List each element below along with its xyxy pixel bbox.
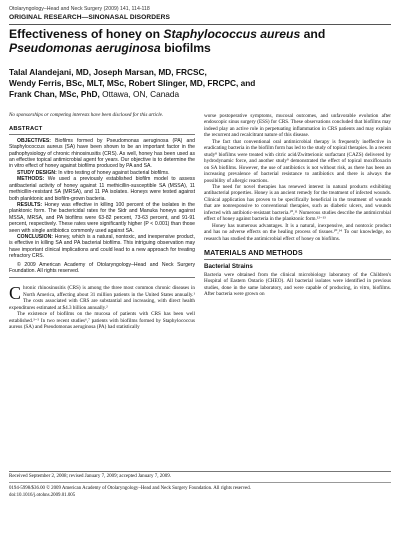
journal-citation: Otolaryngology–Head and Neck Surgery (2009) 141, 114-118 <box>9 6 150 12</box>
received-dates: Received September 2, 2008; revised January 7, 2009; accepted January 7, 2009. <box>9 474 172 479</box>
abstract-divider-bottom <box>9 277 195 278</box>
title-part-1: Effectiveness of honey on <box>9 27 164 41</box>
section-label: ORIGINAL RESEARCH—SINONASAL DISORDERS <box>9 14 170 21</box>
footer-divider <box>9 471 391 472</box>
intro-paragraph-5: The need for novel therapies has renewed interest in natural products exhibiting antibacterial properties. Honey is an ancient remedy for the treatment of infected wounds. Clinical application has proven to be specifically beneficial in the treatment of wounds that are nonresponsive to conventional therapies, such as diabetic ulcers, and wounds infected with antibiotic-resistant bacteria.¹⁰,¹¹ Numerous studies describe the antimicrobial effect of honey against bacteria in the planktonic form.¹²⁻¹³ <box>204 183 391 223</box>
abstract-objectives <box>9 138 195 170</box>
results-label: RESULTS: <box>17 201 43 208</box>
left-column <box>9 112 195 331</box>
objectives-label: OBJECTIVES: <box>17 137 51 144</box>
author-line-3-names: Frank Chan, MSc, PhD, <box>9 89 100 99</box>
intro-paragraph-3: worse postoperative symptoms, mucosal outcomes, and unfavorable evolution after endoscopic sinus surgery (ESS) for CRS. These observations concluded that biofilms may indeed play an active role in perpetuating inflammation in CRS patients and may explain the recurrent and recalcitrant nature of this disease. <box>204 113 391 139</box>
intro-paragraph-2: The existence of biofilms on the mucosa of patients with CRS has been well established.³⁻⁵ In two recent studies⁶,⁷ patients with biofilms formed by Staphylococcus aureus (SA) and Pseudomonas aeruginosa (PA) had statistically <box>9 311 195 331</box>
methods-text: We used a previously established biofilm model to assess antibacterial activity of honey against 11 methicillin-susceptible SA (MSSA), 11 methicillin-resistant SA (MRSA), and 11 PA isolates. Honeys were tested against both planktonic and biofilm-grown bacteria. <box>9 176 195 202</box>
issn-copyright-line: 0194-5998/$36.00 © 2009 American Academy of Otolaryngology–Head and Neck Surgery Foundation. All rights reserved. <box>9 486 251 491</box>
abstract-conclusion <box>9 234 195 260</box>
study-design-text: In vitro testing of honey against bacterial biofilms. <box>56 169 170 176</box>
methods-paragraph-1: Bacteria were obtained from the clinical microbiology laboratory of the Children's Hospital of Eastern Ontario (CHEO). All bacterial isolates were identified in previous studies, done in the same laboratory, and were capable of producing, in vitro, biofilms. After bacteria were grown on <box>204 271 391 298</box>
results-text: Honey was effective in killing 100 percent of the isolates in the planktonic form. The bactericidal rates for the Sidr and Manuka honeys against MSSA, MRSA, and PA biofilms were 63-82 percent, 73-63 percent, and 91-91 percent, respectively. These rates were significantly higher (P < 0.001) than those seen with single antibiotics commonly used against SA. <box>9 201 195 234</box>
title-organism-1: Staphylococcus aureus <box>163 27 301 41</box>
section-heading-materials-methods: MATERIALS AND METHODS <box>204 248 303 258</box>
right-column <box>204 113 391 298</box>
intro-paragraph-1 <box>9 285 195 311</box>
abstract-methods <box>9 176 195 202</box>
methods-label: METHODS: <box>17 176 45 183</box>
drop-cap: C <box>9 283 22 304</box>
author-line-3 <box>9 89 389 100</box>
doi-line: doi:10.1016/j.otohns.2009.01.005 <box>9 493 76 498</box>
conclusion-label: CONCLUSION: <box>17 233 53 240</box>
intro-paragraph-6: Honey has numerous advantages. It is a natural, inexpensive, and nontoxic product and has no adverse effects on the healing process of tissues.¹⁰,¹⁴ To our knowledge, no research has studied the antimicrobial effect of honey on biofilms. <box>204 222 391 242</box>
footer-divider-2 <box>9 482 391 483</box>
title-part-3: biofilms <box>160 41 211 55</box>
abstract-results <box>9 202 195 234</box>
study-design-label: STUDY DESIGN: <box>17 169 57 176</box>
intro-paragraph-4: The fact that conventional oral antimicrobial therapy is frequently ineffective in eradicating bacteria in the biofilm form has led to the study of topical therapies. In a recent study⁸ biofilms were treated with citric acid/Zwitterionic surfactant (CAZS) delivered by hydrodynamic force, and another study⁹ demonstrated the effect of topical moxifloxacin on SA biofilms. However, the use of antibiotics is not without risk, as there has been an increasing prevalence of bacterial resistance to antibiotics and there is always the possibility of allergic reactions. <box>204 138 391 184</box>
section-divider <box>204 259 391 260</box>
objectives-text: Biofilms formed by Pseudomonas aeruginosa (PA) and Staphylococcus aureus (SA) have been shown to be an important factor in the pathophysiology of chronic rhinosinusitis (CRS). As well, honey has been used as an effective topical antimicrobial agent for years. Our objective is to determine the in vitro effect of honey against biofilms produced by PA and SA. <box>9 137 195 170</box>
subsection-heading-bacterial-strains: Bacterial Strains <box>204 262 253 270</box>
disclosure-note: No sponsorships or competing interests have been disclosed for this article. <box>9 112 164 118</box>
title-organism-2: Pseudomonas aeruginosa <box>9 41 161 55</box>
affiliation: Ottawa, ON, Canada <box>99 89 180 99</box>
abstract-heading: ABSTRACT <box>9 126 43 133</box>
intro-paragraph-1-text: hronic rhinosinusitis (CRS) is among the three most common chronic diseases in North America, affecting about 31 million patients in the United States annually.¹ The costs associated with CRS are substantial and increasing, with direct health expenditures estimated at $4.3 billion annually.² <box>9 285 195 311</box>
article-title <box>9 27 389 55</box>
conclusion-text: Honey, which is a natural, nontoxic, and inexpensive product, is effective in killing SA and PA bacterial biofilms. This intriguing observation may have important clinical implications and could lead to a new approach for treating refractory CRS. <box>9 233 195 260</box>
title-part-2: and <box>300 27 326 41</box>
abstract-divider-top <box>9 134 195 135</box>
author-line-1: Talal Alandejani, MD, Joseph Marsan, MD, FRCSC, <box>9 67 207 77</box>
header-divider <box>9 24 391 25</box>
abstract-copyright: © 2009 American Academy of Otolaryngology–Head and Neck Surgery Foundation. All rights reserved. <box>9 261 195 274</box>
author-line-2: Wendy Ferris, BSc, MLT, MSc, Robert Slinger, MD, FRCPC, and <box>9 78 256 88</box>
author-list <box>9 67 389 100</box>
